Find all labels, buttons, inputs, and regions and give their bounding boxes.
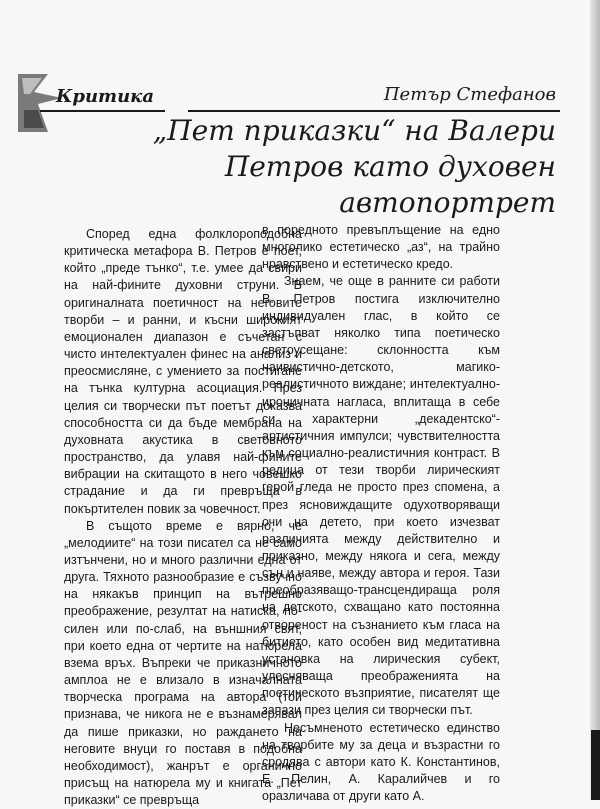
page-edge-shadow [590, 0, 600, 800]
paragraph: Несъмненото естетическо единство на творбите му за деца и възрастни го сродява с автори като К. Константинов, Е. Пелин, А. Каралийчев и го оразличава от други като А. [262, 720, 500, 804]
section-underline [40, 110, 165, 112]
page-edge-marker [591, 730, 600, 800]
paragraph: Според една фолклороподобна критическа метафора В. Петров е поет, който „преде тънко“, т.е. умее да свири на най-фините духовни струни. В оригиналната поетичност на неговите творби – и ранни, и късни широкият емоционален диапазон е съчетан с чисто интелектуален финес на анализ и преосмисляне, с умението за постигане на тънка културна асоциация. През целия си творчески път поетът доказва способността си да бъде мембрана на духовната акустика в световното пространство, да улавя най-фините вибрации на скитащото в него човешко страдание и да ги превръща в покъртителен повик за човечност. [64, 227, 302, 516]
author-underline [188, 110, 560, 112]
article-title [116, 113, 556, 221]
title-line-2: Петров като духовен [224, 150, 556, 183]
author-name: Петър Стефанов [383, 84, 556, 105]
paragraph: Знаем, че още в ранните си работи В. Петров постига изключително индивидуален глас, в който се застъпват няколко типа поетическо светоусещане: склонността към наивистично-детското, магико-реалистичното виждане; интелектуално-ироничната нагласа, вплитаща в себе си характерни „декадентско“-артистичния импулси; чувствителността към социално-реалистичния контраст. В редица от тези творби лирическият герой гледа не просто през спомена, а през ясновиждащите одухотворяващи очи на детето, при което изчезват различията между действително и приказно, между някога и сега, между сън и наяве, между автора и героя. Тази преобразяващо-трансцендираща роля на детското, схващано като постоянна отвореност на съзнанието към гласа на битието, като особен вид медитативна установка на лирическия субект, улесняваща преображенията на поетическото възприятие, писателят ще запази през целия си творчески път. [262, 274, 500, 718]
paragraph: В същото време е вярно, че „мелодиите“ на този писател са не само изтънчени, но и много различни една от друга. Тяхното разнообразие е съзвучно на някакъв принцип на вътрешно преображение, резултат на натиска, по-силен или по-слаб, на външния свят, при което една от чертите на натюрела взема връх. Въпреки че приказничното амплоа не е влизало в изначалната творческа програма на автора (той признава, че никога не е възнамерявал да пише приказки, но раждането на неговите внуци го поставя в подобна необходимост), жанрът е органично присъщ на натюрела му и книгата „Пет приказки“ се превръща [64, 518, 302, 808]
paragraph: в поредното превъплъщение на едно многолико естетическо „аз“, на трайно нравствено и естетическо кредо. [262, 223, 500, 272]
title-line-3: автопортрет [339, 186, 556, 219]
section-label: Критика [56, 86, 155, 107]
title-line-1: „Пет приказки“ на Валери [152, 114, 556, 147]
body-column-right [262, 222, 500, 805]
